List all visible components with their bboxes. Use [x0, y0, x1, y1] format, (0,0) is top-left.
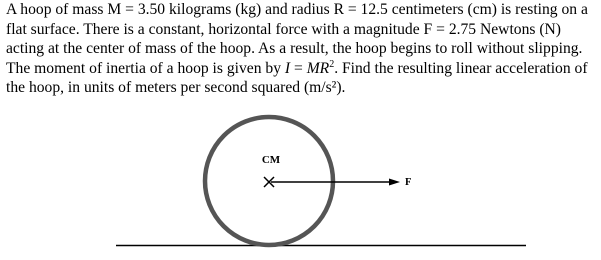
- formula-equals: =: [290, 59, 307, 77]
- formula-moment-of-inertia-symbol: I: [284, 59, 291, 77]
- force-label: F: [405, 177, 412, 188]
- problem-text-part1: A hoop of mass M = 3.50 kilograms (kg) and radius R = 12.5 centimeters (cm) is resting on a flat surface. There is a constant, horizontal force with a magnitude F = 2.75 Newtons (N) acting at the center of mass of the hoop. As a result, the hoop begins to roll without slipping. The moment of inertia of a hoop is given by: [6, 1, 588, 77]
- force-arrow-head: [389, 179, 400, 186]
- formula-mr: MR: [306, 59, 330, 77]
- cm-label: CM: [261, 154, 281, 166]
- formula-exponent: 2: [329, 58, 335, 70]
- problem-text-part2: . Find the resulting linear acceleration of the hoop, in units of meters per second squared (m/s²).: [6, 59, 588, 96]
